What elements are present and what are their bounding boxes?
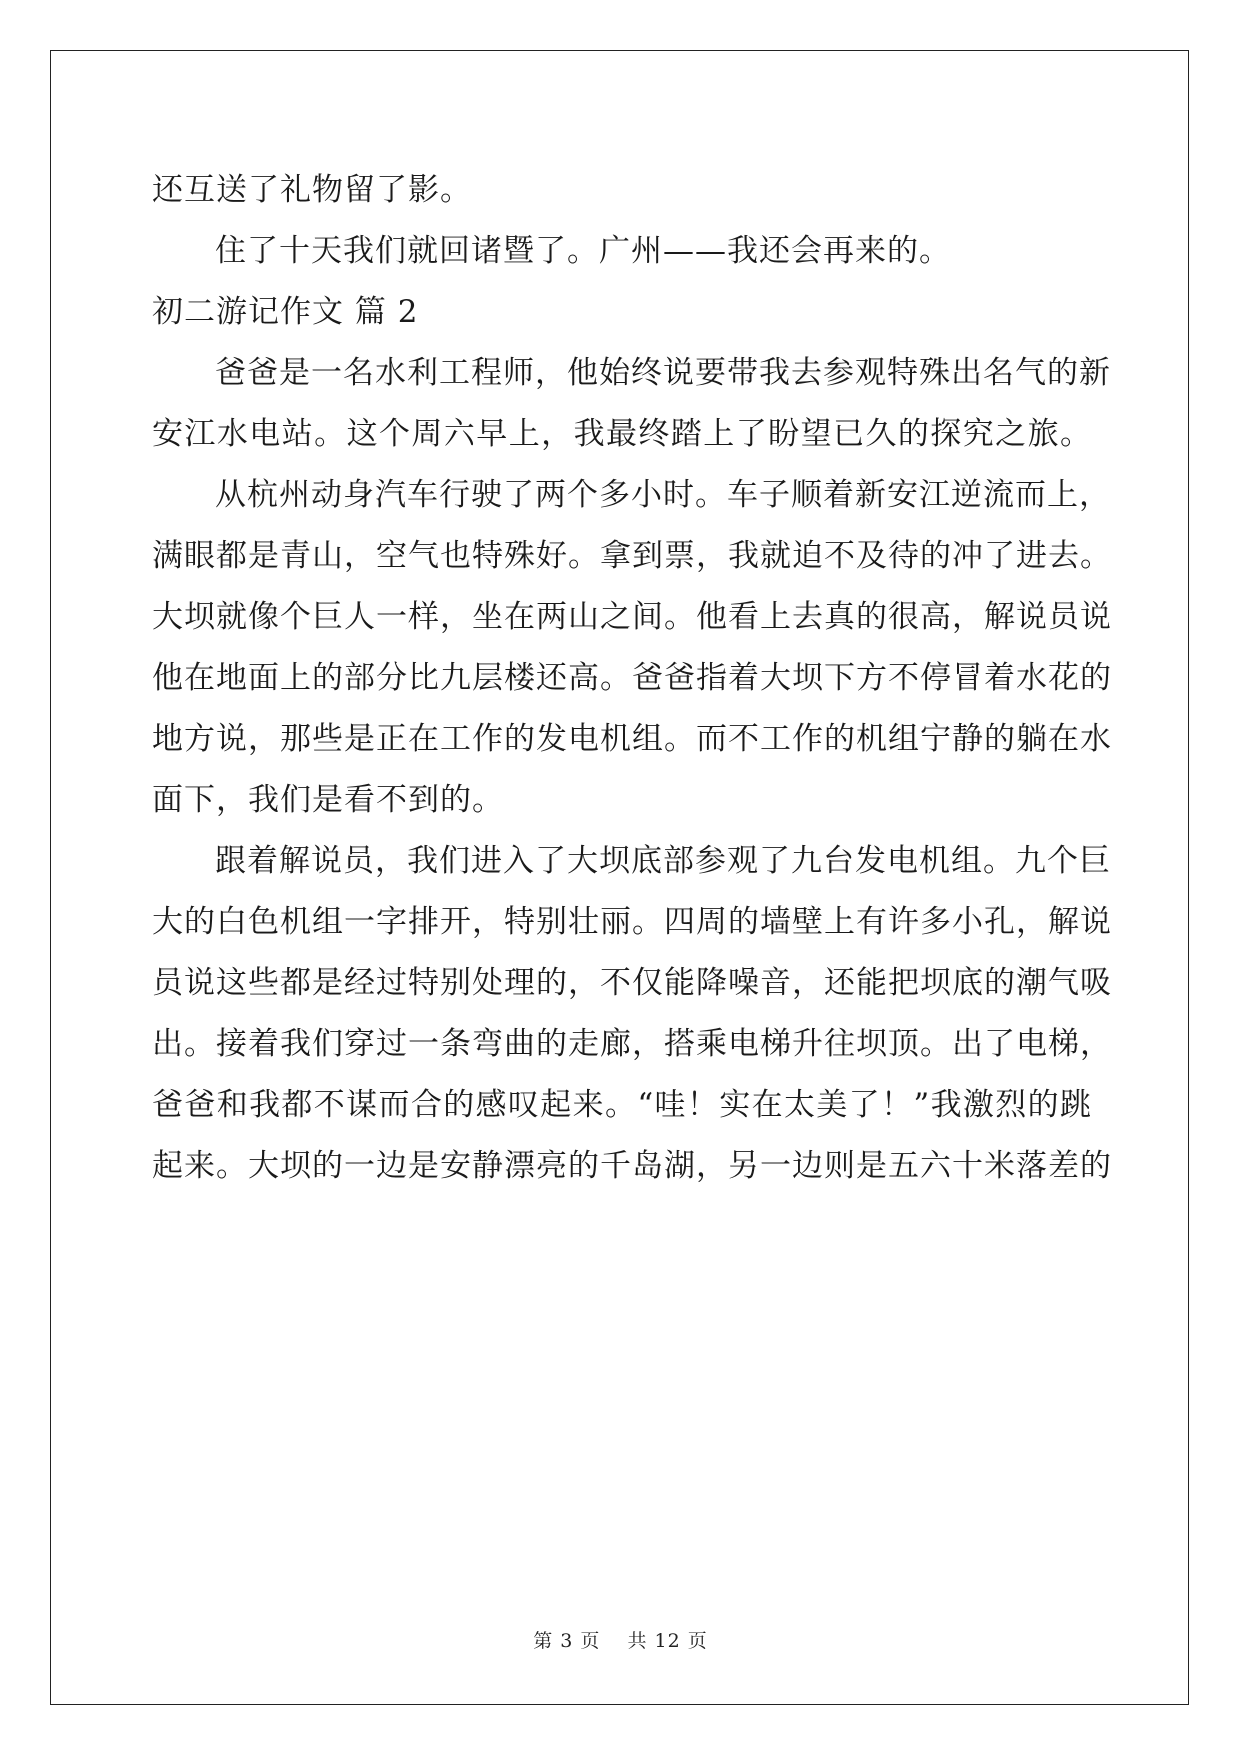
text-line-11: 面下，我们是看不到的。	[152, 782, 504, 818]
text-line-15: 出。接着我们穿过一条弯曲的走廊，搭乘电梯升往坝顶。出了电梯，	[152, 1026, 1112, 1062]
text-line-1: 还互送了礼物留了影。	[152, 172, 472, 208]
text-line-13: 大的白色机组一字排开，特别壮丽。四周的墙壁上有许多小孔，解说	[152, 904, 1112, 940]
text-line-2: 住了十天我们就回诸暨了。广州——我还会再来的。	[215, 233, 951, 269]
text-line-6: 从杭州动身汽车行驶了两个多小时。车子顺着新安江逆流而上，	[215, 477, 1111, 513]
text-line-12: 跟着解说员，我们进入了大坝底部参观了九台发电机组。九个巨	[215, 843, 1111, 879]
text-line-14: 员说这些都是经过特别处理的，不仅能降噪音，还能把坝底的潮气吸	[152, 965, 1112, 1001]
page-total: 共 12 页	[627, 1630, 708, 1652]
document-body	[152, 160, 1112, 1197]
text-line-5: 安江水电站。这个周六早上，我最终踏上了盼望已久的探究之旅。	[152, 416, 1092, 452]
text-line-9: 他在地面上的部分比九层楼还高。爸爸指着大坝下方不停冒着水花的	[152, 660, 1112, 696]
page-footer	[0, 1626, 1241, 1653]
text-line-8: 大坝就像个巨人一样，坐在两山之间。他看上去真的很高，解说员说	[152, 599, 1112, 635]
text-line-17: 起来。大坝的一边是安静漂亮的千岛湖，另一边则是五六十米落差的	[152, 1148, 1112, 1184]
text-line-16: 爸爸和我都不谋而合的感叹起来。“哇！实在太美了！”我激烈的跳	[152, 1087, 1092, 1123]
page-number: 第 3 页	[533, 1630, 601, 1652]
text-line-7: 满眼都是青山，空气也特殊好。拿到票，我就迫不及待的冲了进去。	[152, 538, 1112, 574]
text-line-10: 地方说，那些是正在工作的发电机组。而不工作的机组宁静的躺在水	[152, 721, 1112, 757]
text-line-4: 爸爸是一名水利工程师，他始终说要带我去参观特殊出名气的新	[215, 355, 1111, 391]
section-heading: 初二游记作文 篇 2	[152, 294, 419, 330]
